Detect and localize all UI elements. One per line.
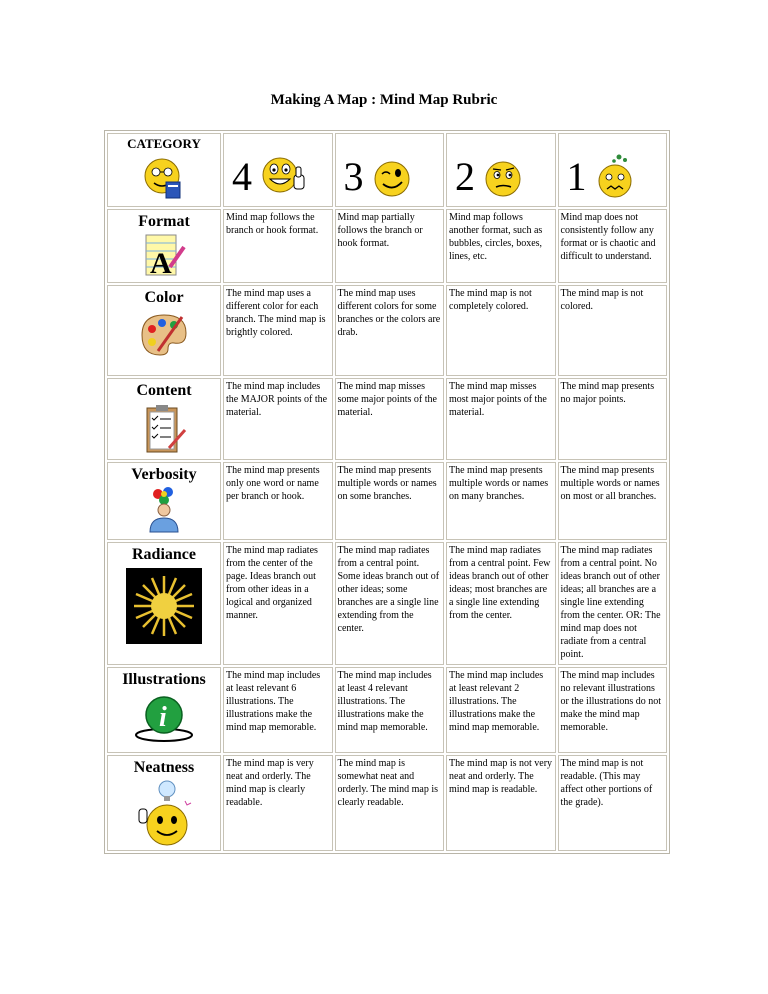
rubric-cell-2: The mind map radiates from a central point. Few ideas branch out of other ideas; most branches are a single line extending from the center. xyxy=(446,542,556,665)
rubric-cell-3: The mind map uses different colors for some branches or the colors are drab. xyxy=(335,285,445,376)
category-cell xyxy=(107,378,221,460)
person-thinking-icon xyxy=(144,486,184,534)
svg-text:A: A xyxy=(150,247,172,279)
rubric-cell-3: The mind map includes at least 4 relevant illustrations. The illustrations make the mind map memorable. xyxy=(335,667,445,753)
rubric-cell-2: The mind map presents multiple words or names on many branches. xyxy=(446,462,556,540)
rubric-row xyxy=(107,755,667,851)
rubric-cell-1: The mind map is not readable. (This may affect other portions of the grade). xyxy=(558,755,668,851)
score-1-label: 1 xyxy=(566,154,587,199)
category-name: Color xyxy=(144,289,184,306)
svg-text:i: i xyxy=(159,702,167,733)
smiley-thumbs-up-icon xyxy=(256,153,312,203)
rubric-cell-4: The mind map is very neat and orderly. The mind map is clearly readable. xyxy=(223,755,333,851)
rubric-row xyxy=(107,667,667,753)
category-header-label: CATEGORY xyxy=(127,136,201,151)
rubric-cell-4: Mind map follows the branch or hook format. xyxy=(223,209,333,283)
rubric-cell-4: The mind map includes the MAJOR points of the material. xyxy=(223,378,333,460)
category-cell xyxy=(107,667,221,753)
rubric-row xyxy=(107,542,667,665)
score-4-header xyxy=(223,133,333,207)
rubric-cell-2: Mind map follows another format, such as bubbles, circles, boxes, lines, etc. xyxy=(446,209,556,283)
score-2-header xyxy=(446,133,556,207)
rubric-cell-2: The mind map includes at least relevant 2 illustrations. The illustrations make the mind map memorable. xyxy=(446,667,556,753)
rubric-cell-3: Mind map partially follows the branch or hook format. xyxy=(335,209,445,283)
category-name: Content xyxy=(136,382,192,399)
smiley-sick-icon xyxy=(591,151,641,203)
info-icon xyxy=(131,693,197,743)
category-cell xyxy=(107,542,221,665)
rubric-cell-1: The mind map presents multiple words or names on most or all branches. xyxy=(558,462,668,540)
pencil-letter-a-icon xyxy=(140,233,188,279)
rubric-cell-4: The mind map presents only one word or name per branch or hook. xyxy=(223,462,333,540)
rubric-cell-3: The mind map presents multiple words or names on some branches. xyxy=(335,462,445,540)
category-name: Illustrations xyxy=(122,671,206,688)
category-header-cell xyxy=(107,133,221,207)
rubric-cell-3: The mind map radiates from a central point. Some ideas branch out of other ideas; some branches are a single line extending from the center. xyxy=(335,542,445,665)
category-cell xyxy=(107,462,221,540)
score-3-label: 3 xyxy=(343,154,364,199)
category-cell xyxy=(107,755,221,851)
score-3-header xyxy=(335,133,445,207)
category-name: Format xyxy=(138,213,190,230)
smiley-skeptical-icon xyxy=(479,153,529,203)
rubric-cell-1: Mind map does not consistently follow any format or is chaotic and difficult to understand. xyxy=(558,209,668,283)
category-name: Radiance xyxy=(132,546,196,563)
rubric-cell-2: The mind map is not completely colored. xyxy=(446,285,556,376)
smiley-lightbulb-icon xyxy=(131,779,197,849)
rubric-cell-2: The mind map is not very neat and orderly. The mind map is readable. xyxy=(446,755,556,851)
rubric-cell-3: The mind map misses some major points of the material. xyxy=(335,378,445,460)
rubric-row xyxy=(107,285,667,376)
rubric-cell-1: The mind map presents no major points. xyxy=(558,378,668,460)
smiley-wink-icon xyxy=(368,153,418,203)
header-row xyxy=(107,133,667,207)
rubric-row xyxy=(107,462,667,540)
rubric-row xyxy=(107,378,667,460)
rubric-cell-4: The mind map includes at least relevant 6 illustrations. The illustrations make the mind map memorable. xyxy=(223,667,333,753)
paint-palette-icon xyxy=(136,309,192,359)
score-2-label: 2 xyxy=(455,154,475,199)
category-name: Verbosity xyxy=(131,466,197,483)
rubric-table xyxy=(104,130,670,854)
page-title: Making A Map : Mind Map Rubric xyxy=(270,92,498,108)
smiley-reading-icon xyxy=(134,152,194,202)
score-4-label: 4 xyxy=(232,154,252,199)
rubric-row xyxy=(107,209,667,283)
rubric-cell-4: The mind map uses a different color for each branch. The mind map is brightly colored. xyxy=(223,285,333,376)
rubric-cell-4: The mind map radiates from the center of the page. Ideas branch out from other ideas in a logical and organized manner. xyxy=(223,542,333,665)
rubric-cell-1: The mind map is not colored. xyxy=(558,285,668,376)
rubric-cell-3: The mind map is somewhat neat and orderly. The mind map is clearly readable. xyxy=(335,755,445,851)
category-cell xyxy=(107,285,221,376)
rubric-cell-1: The mind map radiates from a central point. No ideas branch out of other ideas; all branches are a single line extending from the center. OR: The mind map does not radiate from a central point. xyxy=(558,542,668,665)
category-cell xyxy=(107,209,221,283)
clipboard-checklist-icon xyxy=(139,402,189,458)
rubric-cell-1: The mind map includes no relevant illustrations or the illustrations do not make the mind map memorable. xyxy=(558,667,668,753)
category-name: Neatness xyxy=(133,759,195,776)
rubric-cell-2: The mind map misses most major points of the material. xyxy=(446,378,556,460)
score-1-header xyxy=(558,133,668,207)
sun-icon xyxy=(126,568,202,644)
